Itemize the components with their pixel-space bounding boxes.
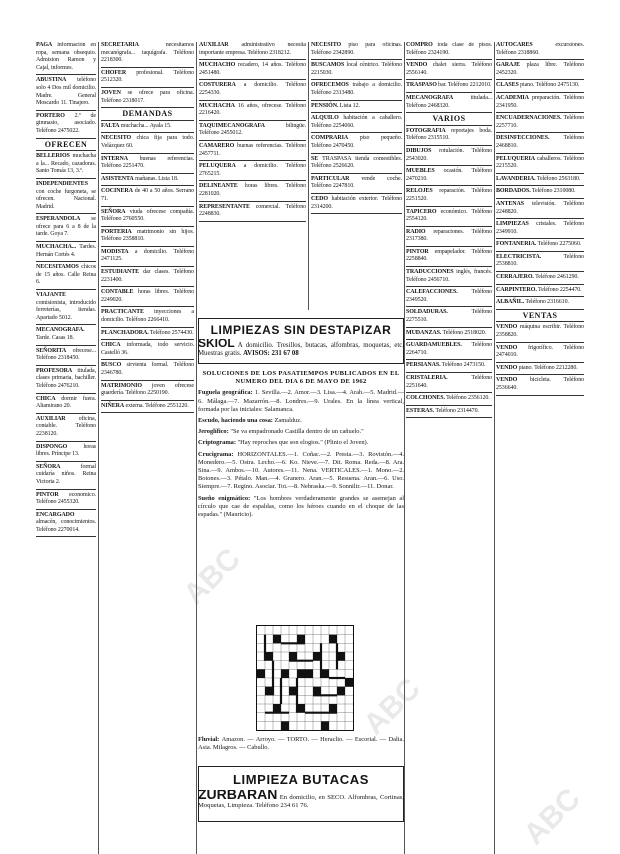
column-rule [404, 42, 405, 854]
grid-block [289, 652, 297, 661]
ad-rule [101, 120, 194, 121]
ad-rule [496, 284, 584, 285]
ad-rule [406, 226, 492, 227]
classified-ad: ALQUILO habitación a caballero. Teléfono 2254060. [311, 115, 402, 129]
ad-rule [311, 213, 402, 214]
grid-block [297, 704, 305, 713]
classified-ad: LAVANDERIA. Teléfono 2563180. [496, 175, 581, 182]
classified-ad: VENDO bicicleta. Teléfono 2536640. [496, 377, 584, 391]
classified-ad: SOLDADURAS. Teléfono 2275510. [406, 309, 492, 324]
section-heading: VARIOS [432, 114, 466, 124]
ad-rule [36, 324, 96, 325]
ad-rule [496, 153, 584, 154]
puzzle-entry [198, 736, 404, 752]
puzzle-entry [198, 428, 404, 436]
classified-ad: CERRAJERO. Teléfono 2461290. [496, 274, 579, 281]
ad-rule [199, 160, 306, 161]
ad-rule [406, 185, 492, 186]
ad-rule [36, 74, 96, 75]
grid-block [289, 687, 297, 696]
ad-rule [101, 306, 194, 307]
ad-rule [101, 380, 194, 381]
classified-ad: LIMPIEZAS cristales. Teléfono 2349910. [496, 221, 584, 235]
puzzle-entry [198, 451, 404, 492]
ad-rule [36, 365, 96, 366]
classified-ad: DESINFECCIONES. Teléfono 2468810. [496, 135, 584, 149]
classified-ad: DELINEANTE horas libres. Teléfono 2281020. [199, 183, 306, 197]
limpiezas-ad-text: A domicilio. Tresillos, butacas, alfombras, moquetas, etc. Muestras gratis. [198, 342, 404, 357]
classified-ad: VIAJANTE comisionista, introducido ferreterías, tiendas. Apartado 5012. [36, 292, 96, 321]
ad-rule [311, 112, 402, 113]
column-3-top [199, 42, 306, 310]
classified-ad: VENDO máquina escribir. Teléfono 2358820. [496, 324, 584, 339]
grid-block [329, 704, 337, 713]
ad-rule [406, 59, 492, 60]
ad-rule [101, 185, 194, 186]
ad-rule [311, 100, 402, 101]
ad-rule [36, 393, 96, 394]
column-4-top [311, 42, 402, 310]
ad-rule [101, 87, 194, 88]
ad-rule [496, 296, 584, 297]
ad-rule [496, 238, 584, 239]
ad-rule [496, 309, 584, 310]
column-rule [196, 42, 197, 854]
ad-rule [406, 405, 492, 406]
puzzle-entry-label: Crucigrama: [198, 450, 238, 458]
ad-rule [406, 339, 492, 340]
ad-rule [496, 251, 584, 252]
ad-rule [199, 100, 306, 101]
ad-rule [311, 59, 402, 60]
column-5 [406, 42, 492, 854]
ad-rule [36, 150, 96, 151]
grid-block [297, 669, 305, 678]
grid-block [345, 678, 353, 687]
ad-rule [101, 226, 194, 227]
ad-rule [406, 165, 492, 166]
ad-rule [36, 289, 96, 290]
ad-rule [311, 193, 402, 194]
ad-rule [496, 362, 584, 363]
grid-block [265, 652, 273, 661]
ad-rule [496, 395, 584, 396]
puzzle-entry-label: Sueño enigmático: [198, 494, 254, 502]
ad-rule [496, 198, 584, 199]
ad-rule [101, 153, 194, 154]
ad-rule [36, 178, 96, 179]
ad-rule [496, 132, 584, 133]
ad-rule [199, 201, 306, 202]
ad-rule [406, 286, 492, 287]
grid-block [273, 704, 281, 713]
classified-ad: ANTENAS televisión. Teléfono 2248820. [496, 200, 584, 215]
classified-ad: MUCHACHA... Tardes. Hernán Cortés 4. [36, 244, 96, 258]
ad-rule [101, 400, 194, 401]
classified-ad: PINTOR empapelador. Teléfono 2258840. [406, 248, 492, 263]
butacas-ad-text: En domicilio, en SECO. Alfombras, Cortinas, Moquetas, Limpieza. Teléfono 234 61 76. [198, 794, 404, 809]
ad-rule [406, 327, 492, 328]
column-rule [308, 42, 309, 310]
classified-ad: ENCUADERNACIONES. Teléfono 2257710. [496, 115, 584, 129]
ad-rule [406, 92, 492, 93]
ad-rule [101, 206, 194, 207]
ad-rule [36, 110, 96, 111]
classified-ad: GARAJE plaza libre. Teléfono 2452320. [496, 62, 584, 76]
classified-ad: VENDO chalet sierra. Teléfono 2556140. [406, 62, 492, 76]
puzzle-entry-text: "Se va empadronado Castilla dentro de un cañuelo." [230, 428, 364, 436]
ad-rule [406, 79, 492, 80]
puzzle-entry [198, 389, 404, 414]
classified-ad: BUSCAMOS local céntrico. Teléfono 2215030. [311, 62, 402, 76]
classified-ad: MATRIMONIO joven ofrecese guardería. Teléfono 2250190. [101, 382, 194, 397]
ad-rule [36, 345, 96, 346]
classified-ad: VENDO frigorífico. Teléfono 2474010. [496, 344, 584, 359]
puzzle-title: SOLUCIONES DE LOS PASATIEMPOS PUBLICADOS EN EL NUMERO DEL DIA 6 DE MAYO DE 1962 [202, 370, 400, 386]
classified-ad: RELOJES reparación. Teléfono 2251520. [406, 188, 492, 202]
watermark: ABC [357, 671, 427, 742]
ad-rule [36, 509, 96, 510]
ad-rule [406, 145, 492, 146]
puzzle-entry [198, 495, 404, 520]
classified-ad: CRISTALERIA. Teléfono 2251640. [406, 375, 492, 389]
ad-rule [406, 372, 492, 373]
grid-block [273, 635, 281, 644]
classified-ad: MECANOGRAFA. Tarde. Casas 18. [36, 327, 85, 341]
classified-ad: TAPICERO económico. Teléfono 2554120. [406, 208, 492, 223]
ad-rule [406, 417, 492, 418]
classified-ad: SEÑORA viuda ofrecese compañía. Teléfono 2760550. [101, 208, 194, 223]
puzzle-entry-label: Fluvial: [198, 736, 222, 743]
ad-rule [101, 359, 194, 360]
grid-block [313, 687, 321, 696]
column-rule [494, 42, 495, 854]
classified-ad: ESTUDIANTE dar clases. Teléfono 2231400. [101, 269, 194, 283]
ad-rule [496, 321, 584, 322]
grid-block [281, 721, 289, 730]
classified-ad: TAQUIMECANOGRAFA bilingüe. Teléfono 2455012. [199, 122, 306, 137]
column-1 [36, 42, 96, 854]
classified-ad: AUXILIAR administrativo necesita importante empresa. Teléfono 2318212. [199, 42, 306, 56]
classified-ad: PELUQUERA a domicilio. Teléfono 2765215. [199, 163, 306, 177]
puzzle-fluvial [198, 736, 404, 760]
classified-ad: CHOFER profesional. Teléfono 2512320. [101, 69, 194, 84]
grid-block [337, 652, 345, 661]
ad-rule [496, 374, 584, 375]
ad-rule [199, 180, 306, 181]
ad-rule [496, 218, 584, 219]
puzzle-entry-label: Jeroglífico: [198, 428, 231, 436]
grid-block [305, 669, 313, 678]
classified-ad: MUCHACHA 16 años, ofrecese. Teléfono 2216420. [199, 102, 306, 117]
grid-block [265, 687, 273, 696]
ad-rule [101, 339, 194, 340]
ad-rule [36, 213, 96, 214]
puzzle-entry-text: HORIZONTALES.—1. Coñac.—2. Presta.—3. Rovistón.—4. Monedero.—5. Ostra. Lecho.—6. Ko. Nieve.—7. Dit. Roma. Reda.—8. Ara. Sina.—9. Ambos.—10. Autores.—11. Nena. VERTICALES.—1. Mono.—2. Botones.—3. Pétalo. Man.—4. Granero. Aran.—5. Resuena. Aran.—6. Uso. Siempre.—7. Regino. Asociar. Toi.—8. Nebraska.—9. Sonnilir.—11. Donar. [198, 450, 404, 491]
classified-ad: PINTOR economico. Teléfono 2455320. [36, 491, 96, 506]
classified-ad: ACADEMIA preparación. Teléfono 2341950. [496, 94, 584, 109]
classified-ad: TRADUCCIONES inglés, francés. Teléfono 2456710. [406, 269, 492, 283]
classified-ad: TRASPASO bar. Teléfono 2212010. [406, 82, 492, 89]
ad-rule [101, 246, 194, 247]
ad-rule [36, 241, 96, 242]
classified-ad: PARTICULAR vende coche. Teléfono 2247810. [311, 175, 402, 190]
ad-rule [199, 120, 306, 121]
grid-block [321, 721, 329, 730]
puzzle-entry-label: Fuguela geográfica: [198, 389, 255, 397]
classified-ad: PAGA información en ropa, semana obsequio. Admision Ramon y Cajal, informes. [36, 42, 96, 71]
grid-block [257, 669, 265, 678]
puzzle-entry-text: 1. Sevilla.—2. Amor.—3. Lisa.—4. Arah.—5. Madrid.—6. Málaga.—7. Mazarrón.—8. Londres.—9. Urales. En la línea vertical, formada por las iniciales: Salamanca. [198, 389, 404, 413]
classified-ad: PROFESORA titulada, clases primaria, bachiller. Teléfono 2476210. [36, 367, 96, 389]
classified-ad: CHICA dormir fuera. Altamirano 20. [36, 395, 96, 410]
column-rule [98, 42, 99, 854]
puzzle-entry [198, 417, 404, 425]
ad-rule [101, 173, 194, 174]
classified-ad: PRACTICANTE inyecciones a domicilio. Teléfono 2266410. [101, 309, 194, 324]
ad-rule [101, 107, 194, 108]
puzzle-entry-label: Criptograma: [198, 439, 238, 447]
ad-rule [496, 112, 584, 113]
classified-ad: MODISTA a domicilio. Teléfono 2471125. [101, 248, 194, 263]
ad-rule [496, 342, 584, 343]
classified-ad: SECRETARIA necesitamos mecanógrafa... taquígrafa. Teléfono 2218300. [101, 42, 194, 64]
classified-ad: VENDO piano. Teléfono 2212280. [496, 364, 578, 371]
ad-rule [199, 79, 306, 80]
classified-ad: PENSIÓN. Lista 12. [311, 102, 360, 109]
watermark: ABC [517, 781, 587, 852]
ad-rule [36, 461, 96, 462]
ad-rule [406, 206, 492, 207]
limpiezas-ad-phone-label: AVISOS: [243, 350, 270, 357]
ad-rule [36, 261, 96, 262]
ad-rule [101, 132, 194, 133]
classified-ad: PERSIANAS. Teléfono 2473150. [406, 362, 486, 369]
classified-ad: BUSCO sirvienta formal. Teléfono 2346780. [101, 362, 194, 376]
grid-block [329, 635, 337, 644]
classified-ad: BORDADOS. Teléfono 2310080. [496, 188, 576, 195]
butacas-ad-brand: ZURBARAN [198, 790, 278, 802]
ad-rule [36, 441, 96, 442]
grid-block [321, 669, 329, 678]
ad-rule [199, 140, 306, 141]
classified-ad: COSTURERA a domicilio. Teléfono 2254330. [199, 82, 306, 96]
butacas-ad-body [198, 790, 404, 818]
classified-ad: ESTERAS. Teléfono 2314470. [406, 407, 479, 414]
classified-ad: COLCHONES. Teléfono 2356120. [406, 395, 490, 402]
classified-ad: COMPRARIA piso pequeño. Teléfono 2470450. [311, 135, 402, 149]
puzzle-entry-label: Escudo, haciendo una cosa: [198, 417, 275, 425]
classified-ad: PELUQUERIA caballeros. Teléfono 2215520. [496, 155, 584, 170]
classified-ad: CAMARERO buenas referencias. Teléfono 2457711. [199, 142, 306, 157]
classified-ad: ALBAÑIL. Teléfono 2316610. [496, 299, 569, 306]
grid-block [313, 652, 321, 661]
ad-rule [496, 92, 584, 93]
classified-ad: JOVEN se ofrece para oficina. Teléfono 2318017. [101, 89, 194, 104]
classified-ad: COCINERA de 40 a 50 años. Serrano 71. [101, 188, 194, 202]
puzzle-entry-text: "Hay reproches que son elogios." (Plinio el Joven). [237, 439, 369, 447]
classified-ad: CARPINTERO. Teléfono 2254470. [496, 286, 582, 293]
limpiezas-ad-brand: SKIOL [198, 339, 235, 350]
puzzle-entry-text: Zamalduz. [274, 417, 302, 425]
classified-ad: NECESITO piso para oficinas. Teléfono 2342890. [311, 42, 402, 56]
ad-rule [36, 413, 96, 414]
grid-block [281, 669, 289, 678]
classified-ad: NECESITAMOS chicos de 15 años. Calle Reina 6. [36, 264, 96, 286]
ad-rule [36, 536, 96, 537]
classified-ad: ASISTENTA mañanas. Lista 18. [101, 175, 179, 182]
column-6 [496, 42, 584, 854]
ad-rule [496, 59, 584, 60]
classified-ad: BELLERIOS muchacha a la... Recado, cazadoras. Santo Tomás 13, 3.º. [36, 153, 96, 175]
classified-ad: ELECTRICISTA. Teléfono 2538810. [496, 253, 584, 268]
ad-rule [199, 221, 306, 222]
ad-rule [406, 125, 492, 126]
classified-ad: RADIO reparaciones. Teléfono 2317380. [406, 228, 492, 243]
butacas-ad-title: LIMPIEZA BUTACAS [233, 772, 369, 787]
classified-ad: MUCHACHO recadero, 14 años. Teléfono 2451480. [199, 62, 306, 76]
classified-ad: MUDANZAS. Teléfono 2518020. [406, 329, 487, 336]
ad-rule [406, 112, 492, 113]
ad-rule [101, 412, 194, 413]
ad-rule [311, 173, 402, 174]
limpiezas-ad-body [198, 339, 404, 361]
classified-ad: MUEBLES ocasión. Teléfono 2470210. [406, 168, 492, 182]
classified-ad: NECESITO chica fija para todo. Velázquez 60. [101, 135, 194, 149]
classified-ad: REPRESENTANTE comercial. Teléfono 2248830. [199, 203, 306, 218]
classified-ad: DIBUJOS rotulación. Teléfono 2543020. [406, 147, 492, 162]
classified-ad: CHICA informada, todo servicio. Castelló 36. [101, 342, 194, 356]
classified-ad: FOTOGRAFIA reportajes boda. Teléfono 2315510. [406, 127, 492, 142]
ad-rule [101, 327, 194, 328]
classified-ad: PORTERIA matrimonio sin hijos. Teléfono 2358810. [101, 228, 194, 243]
puzzle-entries [198, 389, 404, 519]
section-heading: VENTAS [522, 310, 558, 320]
classified-ad: FONTANERIA. Teléfono 2275060. [496, 241, 582, 248]
limpiezas-ad-phone: 231 67 08 [271, 350, 299, 357]
classified-ad: MECANOGRAFA titulada... Teléfono 2468320. [406, 94, 492, 109]
ad-rule [36, 489, 96, 490]
classified-ad: CEDO habitación exterior. Teléfono 2314200. [311, 195, 402, 210]
ad-rule [496, 173, 584, 174]
classified-ad: SEÑORA formal cuidaría niños. Reina Victoria 2. [36, 463, 96, 485]
ad-rule [101, 67, 194, 68]
ad-rule [311, 153, 402, 154]
ad-rule [496, 185, 584, 186]
column-2 [101, 42, 194, 854]
classified-ad: FALTA muchacha... Ayala 15. [101, 122, 172, 129]
classified-ad: GUARDAMUEBLES. Teléfono 2264710. [406, 342, 492, 356]
classified-ad: ENCARGADO almacén, conocimientos. Teléfono 2270014. [36, 511, 96, 533]
classified-ad: NIÑERA externa. Teléfono 2551220. [101, 402, 189, 409]
ad-rule [36, 138, 96, 139]
puzzle-entry-text: "Los hombres verdaderamente grandes se asemejan al círculo que cae de espaldas, como los héroes cuando en el choque de las espadas." (Mauricio). [198, 494, 404, 519]
classified-ad: PORTERO 2.º de gimnasio, asociado. Teléfono 2475022. [36, 112, 96, 134]
ad-rule [101, 286, 194, 287]
ad-rule [406, 359, 492, 360]
ad-rule [496, 79, 584, 80]
ad-rule [496, 271, 584, 272]
classified-ad: ABUSTINA teléfono solo 4 Dos mil domicilio. Madre. General Moscardo 11. Tinajero. [36, 77, 96, 107]
puzzle-entry [198, 439, 404, 447]
ad-rule [406, 266, 492, 267]
ad-rule [311, 132, 402, 133]
classified-ad: CLASES piano. Teléfono 2475130. [496, 82, 580, 89]
ad-rule [406, 392, 492, 393]
ad-rule [406, 306, 492, 307]
ad-rule [311, 79, 402, 80]
classified-ad: SE TRASPASA tienda comestibles. Teléfono 2526620. [311, 155, 402, 170]
classified-ad: ESPERANDOLA se ofrece para 6 a 8 de la tarde. Goya 7. [36, 216, 96, 238]
section-heading: DEMANDAS [122, 109, 173, 119]
grid-block [297, 635, 305, 644]
crossword-grid [256, 625, 354, 731]
classified-ad: OFRECEMOS trabajo a domicilio. Teléfono 2313480. [311, 82, 402, 96]
classified-ad: CALEFACCIONES. Teléfono 2349520. [406, 289, 492, 303]
grid-block [337, 687, 345, 696]
classified-ad: AUTOCARES excursiones. Teléfono 2318860. [496, 42, 584, 56]
classified-ad: COMPRO toda clase de pisos. Teléfono 2324190. [406, 42, 492, 56]
limpiezas-ad-title: LIMPIEZAS SIN DESTAPIZAR [210, 323, 392, 337]
classified-ad: PLANCHADORA. Teléfono 2574430. [101, 329, 194, 336]
classified-ad: INTERNA buenas referencias. Teléfono 2251470. [101, 155, 194, 170]
section-heading: OFRECEN [44, 139, 88, 149]
classified-ad: INDEPENDIENTES con coche furgoneta, se ofrecen. Nacional. Madrid. [36, 180, 96, 210]
classified-ad: CONTABLE horas libres. Teléfono 2249020. [101, 289, 194, 303]
ad-rule [101, 266, 194, 267]
classified-ad: DISPONGO horas libres. Príncipe 13. [36, 443, 96, 458]
watermark: ABC [177, 541, 247, 612]
ad-rule [406, 246, 492, 247]
ad-rule [199, 59, 306, 60]
classified-ad: SEÑORITA ofrecese... Teléfono 2318450. [36, 347, 96, 362]
classified-ad: AUXILIAR oficina, contable. Teléfono 2238120. [36, 415, 96, 437]
puzzle-entry-text: Amazon. — Arroyo. — TORTO. — Heraclio. — Escorial. — Dalia. Asia. Milagros. — Cabullo. [198, 736, 404, 752]
